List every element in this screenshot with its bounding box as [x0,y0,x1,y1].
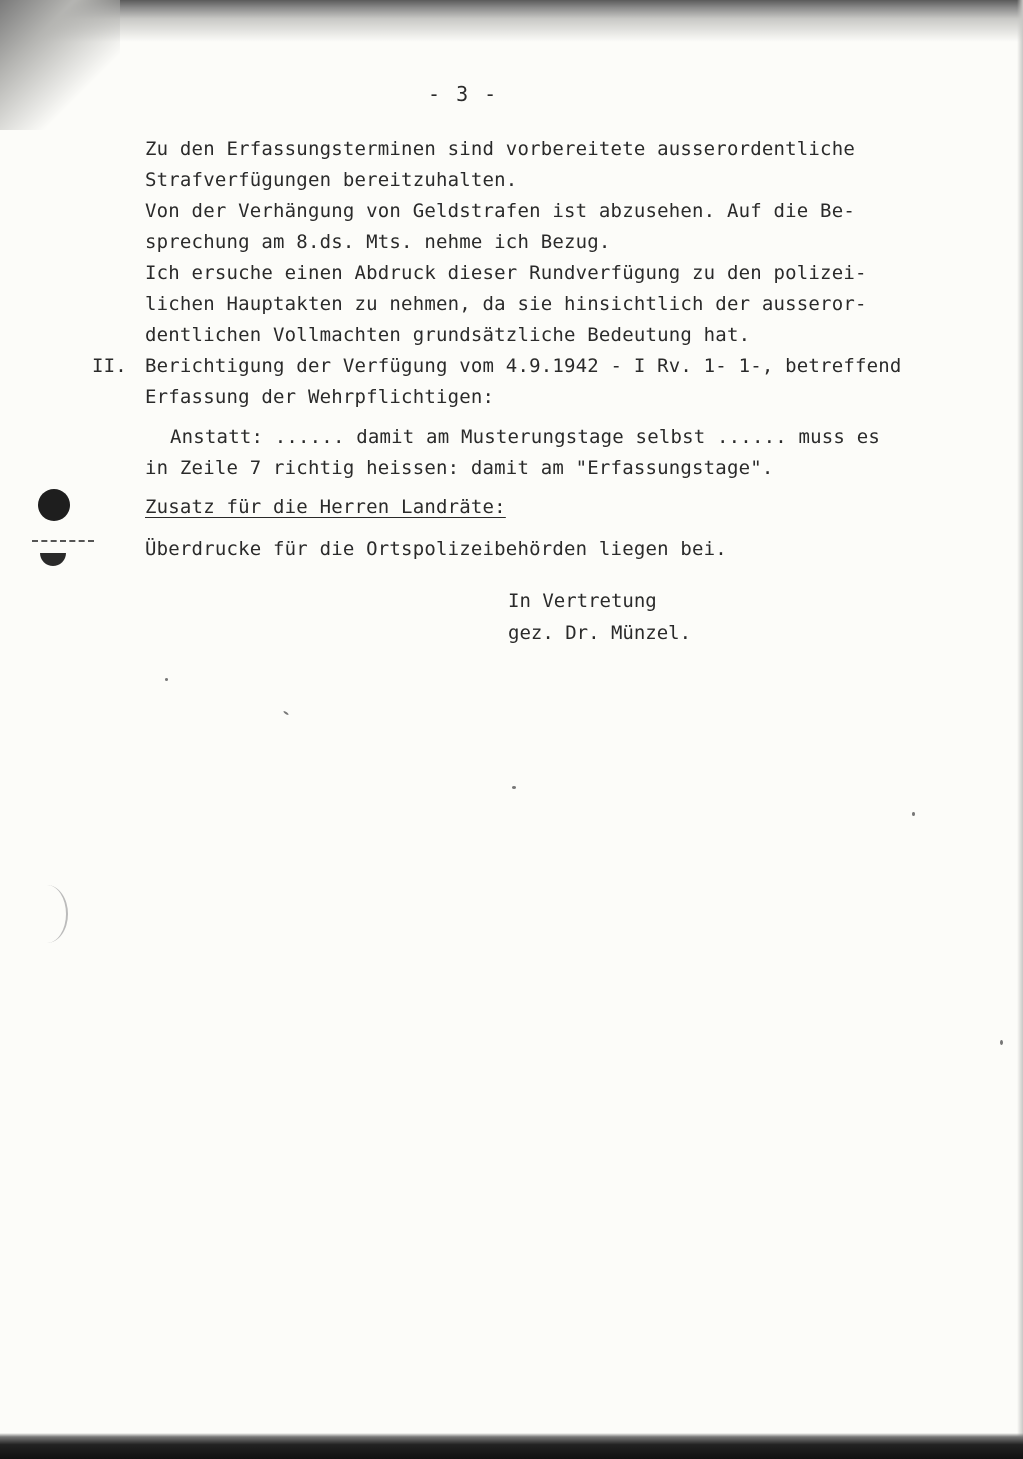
punch-hole-outline-icon [26,885,68,943]
speck [1000,1040,1003,1045]
addendum-text: Überdrucke für die Ortspolizeibehörden liegen bei. [145,538,727,560]
speck [165,678,168,681]
section-two-line-2: Erfassung der Wehrpflichtigen: [145,386,495,408]
correction-line: in Zeile 7 richtig heissen: damit am "Erfassungstage". [145,457,774,479]
body-line-1: Zu den Erfassungsterminen sind vorbereitete ausserordentliche [145,138,855,160]
speck [912,812,915,816]
section-number: II. [92,355,127,377]
body-line-6: lichen Hauptakten zu nehmen, da sie hinsichtlich der ausseror- [145,293,867,315]
body-line-4: sprechung am 8.ds. Mts. nehme ich Bezug. [145,231,611,253]
anstatt-line: Anstatt: ...... damit am Musterungstage selbst ...... muss es [170,426,880,448]
copy-shadow-right [1017,0,1023,1459]
fold-mark [32,540,94,544]
body-line-3: Von der Verhängung von Geldstrafen ist abzusehen. Auf die Be- [145,200,855,222]
copy-shadow-corner [0,0,120,130]
copy-shadow-bottom [0,1433,1023,1459]
signature-line-1: In Vertretung [508,590,657,612]
section-two-line-1: Berichtigung der Verfügung vom 4.9.1942 - I Rv. 1- 1-, betreffend [145,355,902,377]
body-line-2: Strafverfügungen bereitzuhalten. [145,169,518,191]
punch-hole-icon [38,489,70,521]
addendum-heading: Zusatz für die Herren Landräte: [145,496,506,518]
page-number: - 3 - [428,82,499,106]
signature-line-2: gez. Dr. Münzel. [508,622,692,644]
body-line-7: dentlichen Vollmachten grundsätzliche Bedeutung hat. [145,324,751,346]
speck [283,710,289,715]
body-line-5: Ich ersuche einen Abdruck dieser Rundverfügung zu den polizei- [145,262,867,284]
copy-shadow-top [0,0,1023,42]
speck [512,786,516,789]
